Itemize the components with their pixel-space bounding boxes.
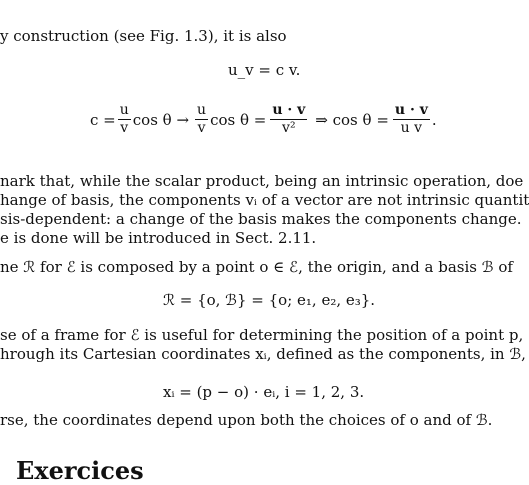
text-line-change-of-basis: hange of basis, the components vᵢ of a vector are not intrinsic quantit bbox=[0, 191, 529, 209]
equation-c bbox=[90, 103, 437, 136]
equation-c-end: . bbox=[431, 110, 437, 129]
section-heading-exercices: Exercices bbox=[16, 456, 144, 485]
text-line-coordinates-depend: rse, the coordinates depend upon both the choices of o and of ℬ. bbox=[0, 411, 493, 429]
text-line-remark: nark that, while the scalar product, being an intrinsic operation, doe bbox=[0, 172, 524, 190]
equation-c-fraction-3 bbox=[270, 103, 307, 136]
equation-c-fraction-4-den: u v bbox=[400, 120, 423, 136]
equation-c-cos1: cos θ → bbox=[132, 110, 190, 129]
equation-c-fraction-1-den: v bbox=[120, 120, 129, 136]
equation-c-fraction-2-num: u bbox=[197, 102, 207, 118]
equation-c-fraction-3-num: u · v bbox=[272, 102, 306, 118]
equation-c-fraction-1-num: u bbox=[119, 102, 129, 118]
equation-c-implies: ⇒ cos θ = bbox=[315, 110, 389, 129]
text-line-frame-use: se of a frame for ℰ is useful for determining the position of a point p, bbox=[0, 326, 524, 344]
text-line-sect-reference: e is done will be introduced in Sect. 2.11. bbox=[0, 229, 317, 247]
text-line-cartesian-coordinates: hrough its Cartesian coordinates xᵢ, defined as the components, in ℬ, bbox=[0, 345, 526, 363]
equation-uv: u_v = c v. bbox=[228, 61, 301, 79]
text-line-construction: y construction (see Fig. 1.3), it is also bbox=[0, 27, 287, 45]
equation-coordinates: xᵢ = (p − o) · eᵢ, i = 1, 2, 3. bbox=[163, 383, 365, 401]
equation-frame: ℛ = {o, ℬ} = {o; e₁, e₂, e₃}. bbox=[163, 291, 376, 309]
text-line-frame-definition: ne ℛ for ℰ is composed by a point o ∈ ℰ, the origin, and a basis ℬ of bbox=[0, 258, 513, 276]
equation-c-fraction-4-num: u · v bbox=[394, 102, 428, 118]
equation-c-fraction-2 bbox=[195, 103, 208, 136]
equation-c-fraction-3-den: v² bbox=[282, 120, 296, 136]
equation-c-cos2: cos θ = bbox=[210, 110, 267, 129]
equation-c-fraction-1 bbox=[118, 103, 131, 136]
equation-c-fraction-2-den: v bbox=[197, 120, 206, 136]
equation-c-lhs: c = bbox=[90, 110, 116, 129]
equation-c-fraction-4 bbox=[393, 103, 430, 136]
text-line-basis-dependent: sis-dependent: a change of the basis makes the components change. bbox=[0, 210, 522, 228]
